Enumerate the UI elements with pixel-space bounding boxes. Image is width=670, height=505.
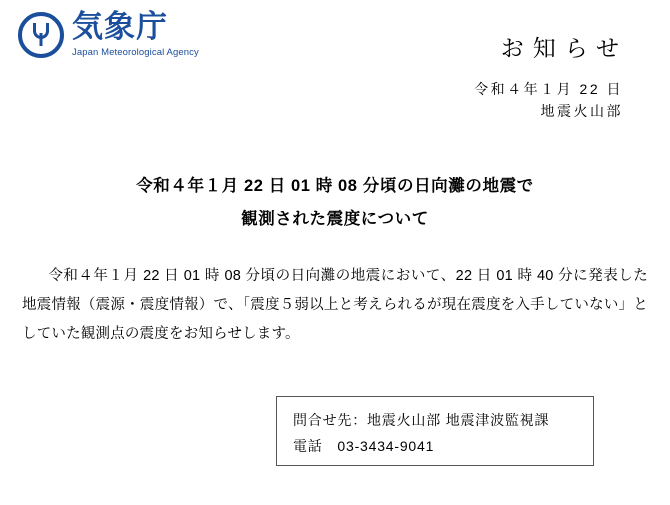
contact-box: [276, 396, 594, 466]
issuing-department: 地震火山部: [540, 103, 623, 119]
contact-department: 問合せ先：地震火山部 地震津波監視課: [293, 412, 550, 428]
header-meta: [474, 78, 623, 122]
page-title-line2: 観測された震度について: [241, 210, 429, 228]
agency-logo-block: [18, 10, 199, 59]
issue-date: 令和４年１月 22 日: [474, 81, 623, 97]
body-paragraph: 令和４年１月 22 日 01 時 08 分頃の日向灘の地震において、22 日 01 時 40 分に発表した地震情報（震源・震度情報）で、「震度５弱以上と考えられるが現在震度を入手していない」としていた観測点の震度をお知らせします。: [22, 268, 648, 342]
contact-phone: 電話 03-3434-9041: [293, 438, 435, 454]
header-divider: [0, 137, 670, 138]
notice-label: お知らせ: [500, 35, 628, 61]
body-paragraph-container: [22, 262, 648, 349]
page-title: [0, 170, 670, 236]
agency-name-jp: 気象庁: [72, 9, 168, 44]
page-title-line1: 令和４年１月 22 日 01 時 08 分頃の日向灘の地震で: [136, 177, 534, 195]
document-header: [0, 0, 670, 119]
jma-umbrella-logo-icon: [18, 12, 64, 58]
agency-name-en: Japan Meteorological Agency: [72, 47, 199, 58]
agency-name-block: [72, 10, 199, 59]
